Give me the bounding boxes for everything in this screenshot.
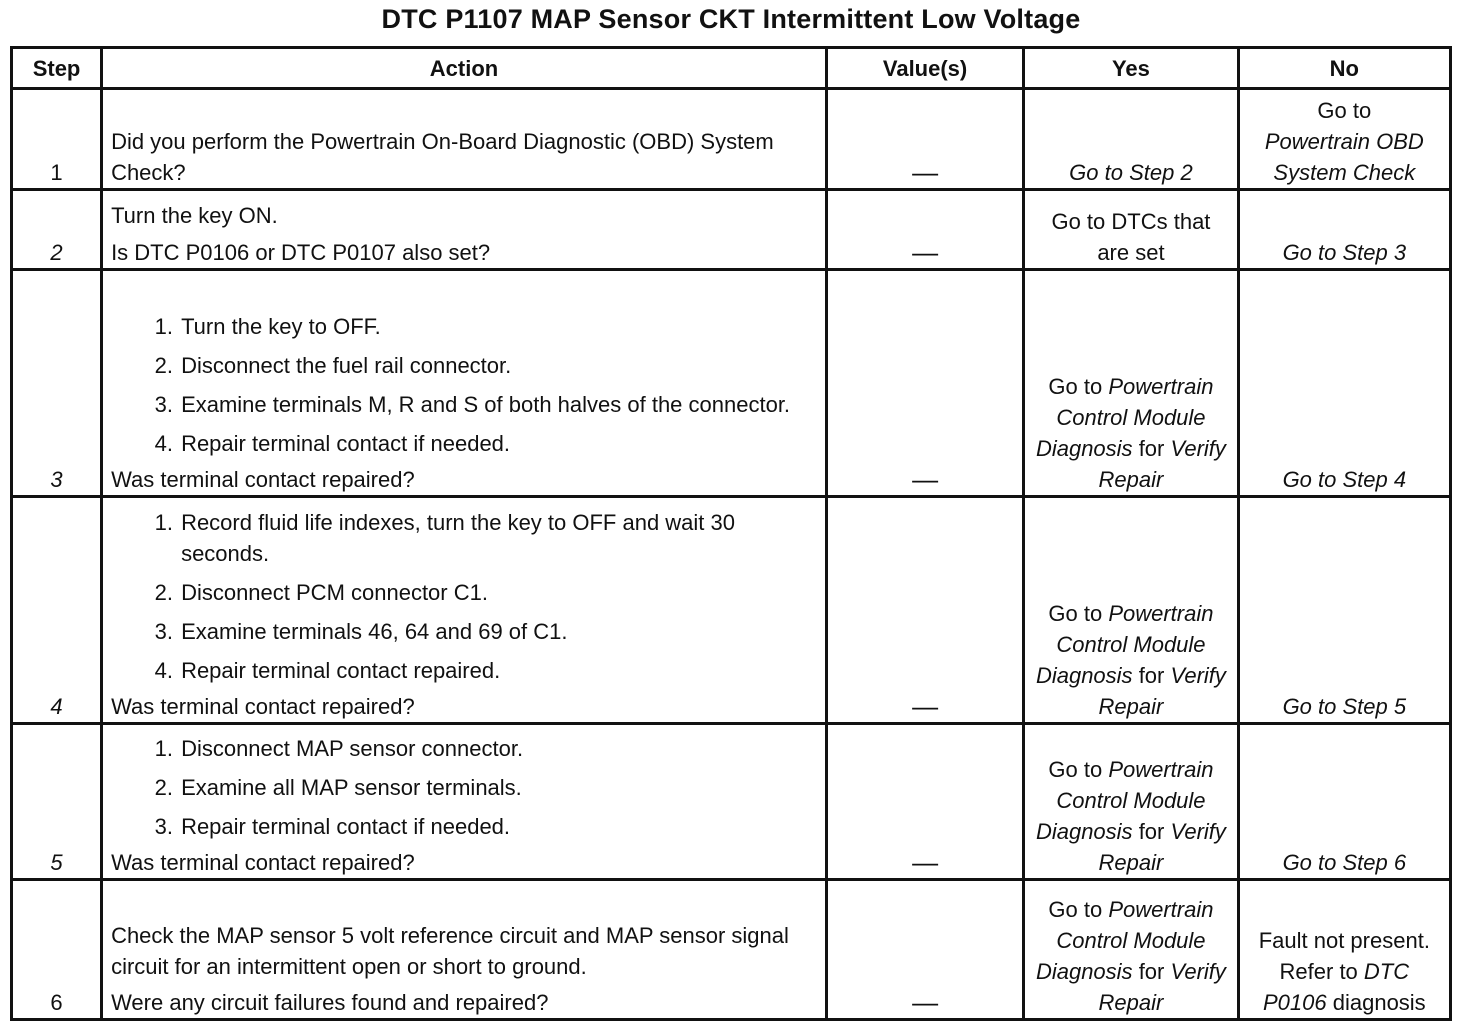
action-steps-list	[111, 311, 817, 459]
no-link[interactable]: Powertrain OBD System Check	[1264, 129, 1424, 185]
no-link[interactable]: Go to Step 5	[1238, 497, 1450, 724]
column-header-no: No	[1238, 48, 1450, 89]
yes-prefix: Go to	[1048, 757, 1103, 782]
yes-cell	[1024, 270, 1238, 497]
action-step: 1. Turn the key to OFF.	[179, 311, 817, 342]
column-header-values: Value(s)	[826, 48, 1023, 89]
action-step: 1. Record fluid life indexes, turn the key to OFF and wait 30 seconds.	[179, 507, 817, 569]
table-header-row	[12, 48, 1451, 89]
yes-link[interactable]: Powertrain Control Module Diagnosis	[1035, 374, 1214, 461]
action-text: Turn the key ON.	[111, 203, 278, 228]
column-header-step: Step	[12, 48, 102, 89]
yes-target-link[interactable]: Verify Repair	[1098, 663, 1226, 719]
yes-for: for	[1138, 819, 1165, 844]
action-cell	[102, 880, 827, 1020]
yes-prefix: Go to	[1048, 897, 1103, 922]
value-cell: —	[826, 89, 1023, 190]
yes-target-link[interactable]: Verify Repair	[1098, 436, 1226, 492]
no-suffix: diagnosis	[1332, 990, 1426, 1015]
yes-cell	[1024, 497, 1238, 724]
action-step: 3. Repair terminal contact if needed.	[179, 811, 817, 842]
action-step: 1. Disconnect MAP sensor connector.	[179, 733, 817, 764]
table-row	[12, 724, 1451, 880]
step-number: 2	[12, 190, 102, 270]
value-cell: —	[826, 880, 1023, 1020]
step-number: 1	[12, 89, 102, 190]
yes-link[interactable]: Go to Step 2	[1024, 89, 1238, 190]
action-question: Were any circuit failures found and repaired?	[111, 990, 549, 1015]
action-step: 2. Disconnect the fuel rail connector.	[179, 350, 817, 381]
yes-link[interactable]: Go to DTCs that are set	[1024, 190, 1238, 270]
value-cell: —	[826, 270, 1023, 497]
action-cell	[102, 190, 827, 270]
action-text: Did you perform the Powertrain On-Board Diagnostic (OBD) System Check?	[111, 129, 774, 185]
no-text: Go to	[1317, 98, 1372, 123]
step-number: 6	[12, 880, 102, 1020]
table-row	[12, 497, 1451, 724]
no-link[interactable]: DTC P0106	[1262, 959, 1410, 1015]
no-cell	[1238, 89, 1450, 190]
yes-cell	[1024, 880, 1238, 1020]
value-cell: —	[826, 724, 1023, 880]
diagnostic-table	[10, 46, 1452, 1021]
page-title: DTC P1107 MAP Sensor CKT Intermittent Low Voltage	[381, 4, 1081, 34]
no-cell	[1238, 880, 1450, 1020]
no-link[interactable]: Go to Step 6	[1238, 724, 1450, 880]
yes-for: for	[1138, 436, 1165, 461]
action-cell	[102, 497, 827, 724]
value-cell: —	[826, 497, 1023, 724]
action-text: Check the MAP sensor 5 volt reference circuit and MAP sensor signal circuit for an intermittent open or short to ground.	[111, 923, 789, 979]
action-step: 4. Repair terminal contact repaired.	[179, 655, 817, 686]
action-cell	[102, 724, 827, 880]
action-step: 4. Repair terminal contact if needed.	[179, 428, 817, 459]
action-cell	[102, 270, 827, 497]
action-question: Was terminal contact repaired?	[111, 467, 415, 492]
yes-link[interactable]: Powertrain Control Module Diagnosis	[1035, 897, 1214, 984]
step-number: 5	[12, 724, 102, 880]
no-link[interactable]: Go to Step 3	[1238, 190, 1450, 270]
yes-prefix: Go to	[1048, 374, 1103, 399]
no-text: Fault not present. Refer to	[1258, 928, 1430, 984]
action-step: 3. Examine terminals 46, 64 and 69 of C1.	[179, 616, 817, 647]
step-number: 3	[12, 270, 102, 497]
action-question: Was terminal contact repaired?	[111, 850, 415, 875]
action-step: 2. Disconnect PCM connector C1.	[179, 577, 817, 608]
action-step: 3. Examine terminals M, R and S of both halves of the connector.	[179, 389, 817, 420]
table-row	[12, 190, 1451, 270]
yes-for: for	[1138, 959, 1165, 984]
yes-cell	[1024, 724, 1238, 880]
column-header-yes: Yes	[1024, 48, 1238, 89]
yes-target-link[interactable]: Verify Repair	[1098, 959, 1226, 1015]
action-question: Is DTC P0106 or DTC P0107 also set?	[111, 240, 491, 265]
yes-for: for	[1138, 663, 1165, 688]
action-steps-list	[111, 733, 817, 842]
action-cell	[102, 89, 827, 190]
no-link[interactable]: Go to Step 4	[1238, 270, 1450, 497]
yes-link[interactable]: Powertrain Control Module Diagnosis	[1035, 601, 1214, 688]
table-row	[12, 880, 1451, 1020]
yes-link[interactable]: Powertrain Control Module Diagnosis	[1035, 757, 1214, 844]
action-steps-list	[111, 507, 817, 686]
yes-prefix: Go to	[1048, 601, 1103, 626]
yes-target-link[interactable]: Verify Repair	[1098, 819, 1226, 875]
table-row	[12, 89, 1451, 190]
table-row	[12, 270, 1451, 497]
value-cell: —	[826, 190, 1023, 270]
action-question: Was terminal contact repaired?	[111, 694, 415, 719]
step-number: 4	[12, 497, 102, 724]
column-header-action: Action	[102, 48, 827, 89]
action-step: 2. Examine all MAP sensor terminals.	[179, 772, 817, 803]
